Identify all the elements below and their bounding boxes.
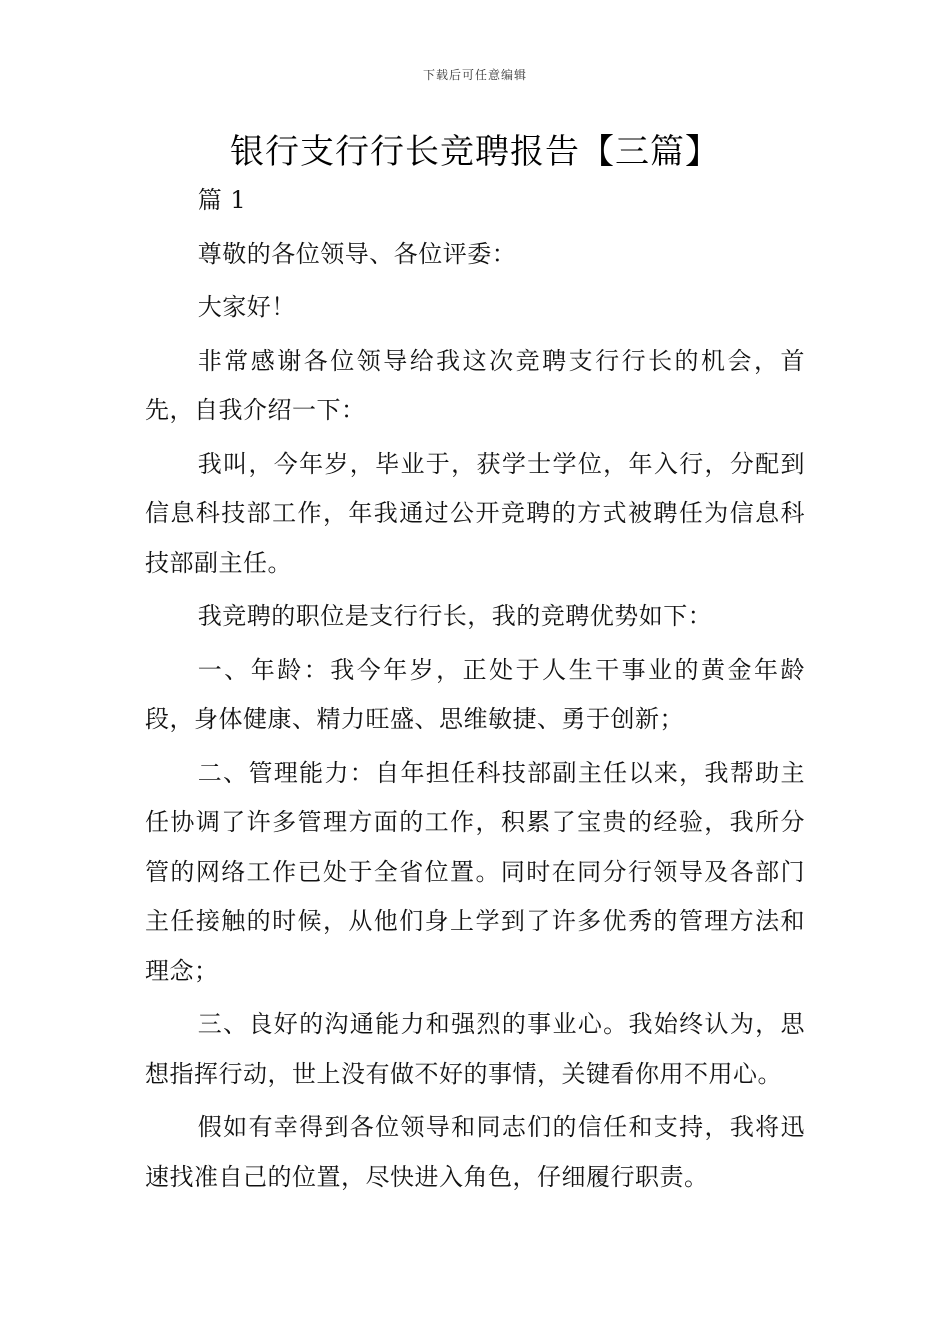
document-title: 银行支行行长竞聘报告【三篇】: [230, 132, 720, 172]
paragraph-advantage-communication: 三、良好的沟通能力和强烈的事业心。我始终认为，思想指挥行动，世上没有做不好的事情，关键看你用不用心。: [145, 1010, 805, 1088]
paragraph-greeting-audience: 尊敬的各位领导、各位评委：: [197, 239, 517, 268]
paragraph-advantage-age: 一、年龄：我今年岁，正处于人生干事业的黄金年龄段，身体健康、精力旺盛、思维敏捷、勇于创新；: [145, 655, 805, 733]
paragraph-self-intro: 我叫，今年岁，毕业于，获学士学位，年入行，分配到信息科技部工作，年我通过公开竞聘的方式被聘任为信息科技部副主任。: [145, 449, 805, 577]
paragraph-thanks: 非常感谢各位领导给我这次竞聘支行行长的机会，首先，自我介绍一下：: [145, 346, 805, 424]
header-note: 下载后可任意编辑: [422, 68, 527, 82]
paragraph-hello: 大家好！: [197, 293, 296, 321]
paragraph-commitment: 假如有幸得到各位领导和同志们的信任和支持，我将迅速找准自己的位置，尽快进入角色，仔细履行职责。: [145, 1113, 805, 1191]
paragraph-position: 我竞聘的职位是支行行长，我的竞聘优势如下：: [197, 602, 713, 630]
document-body: [145, 176, 805, 1206]
paragraph-advantage-management: 二、管理能力：自年担任科技部副主任以来，我帮助主任协调了许多管理方面的工作，积累了宝贵的经验，我所分管的网络工作已处于全省位置。同时在同分行领导及各部门主任接触的时候，从他们身上学到了许多优秀的管理方法和理念；: [145, 758, 805, 985]
section-label: 篇 1: [197, 186, 247, 214]
